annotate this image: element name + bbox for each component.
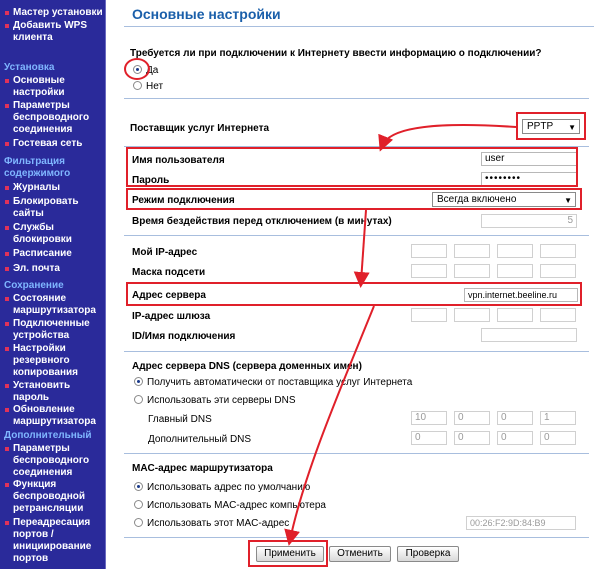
page-title: Основные настройки bbox=[132, 6, 281, 22]
dns-section-title: Адрес сервера DNS (сервера доменных имен) bbox=[132, 361, 362, 372]
sidebar-item-block-sites[interactable]: Блокировать сайты bbox=[4, 196, 104, 220]
idle-timeout-input[interactable]: 5 bbox=[481, 214, 577, 228]
my-ip-octet[interactable] bbox=[454, 244, 490, 258]
my-ip-label: Мой IP-адрес bbox=[132, 247, 198, 258]
primary-dns-label: Главный DNS bbox=[148, 414, 212, 425]
sidebar-item-set-password[interactable]: Установить пароль bbox=[4, 380, 104, 404]
gateway-octet[interactable] bbox=[454, 308, 490, 322]
radio-dns-auto-label: Получить автоматически от поставщика услуг Интернета bbox=[147, 377, 413, 388]
chevron-down-icon: ▼ bbox=[564, 196, 572, 205]
radio-yes-label: Да bbox=[146, 65, 159, 76]
primary-dns-octet[interactable]: 1 bbox=[540, 411, 576, 425]
secondary-dns-octet[interactable]: 0 bbox=[497, 431, 533, 445]
sidebar-item-adv-wireless[interactable]: Параметры беспроводного соединения bbox=[4, 443, 104, 479]
gateway-ip-label: IP-адрес шлюза bbox=[132, 311, 211, 322]
mac-address-input[interactable]: 00:26:F2:9D:84:B9 bbox=[466, 516, 576, 530]
idle-timeout-label: Время бездействия перед отключением (в минутах) bbox=[132, 216, 392, 227]
divider bbox=[124, 351, 589, 352]
question-label: Требуется ли при подключении к Интернету ввести информацию о подключении? bbox=[130, 48, 542, 59]
radio-dns-manual[interactable] bbox=[134, 395, 143, 404]
main-panel bbox=[110, 0, 600, 569]
mac-section-title: MAC-адрес маршрутизатора bbox=[132, 463, 273, 474]
sidebar-item-schedule[interactable]: Расписание bbox=[4, 248, 104, 260]
mask-octet[interactable] bbox=[540, 264, 576, 278]
sidebar-group-content-filtering: Фильтрация содержимого bbox=[4, 156, 71, 179]
divider bbox=[124, 537, 589, 538]
my-ip-octet[interactable] bbox=[540, 244, 576, 258]
sidebar-item-add-wps[interactable]: Добавить WPS клиента bbox=[4, 20, 104, 44]
password-label: Пароль bbox=[132, 175, 170, 186]
server-address-input[interactable]: vpn.internet.beeline.ru bbox=[464, 288, 578, 302]
radio-mac-computer-label: Использовать MAC-адрес компьютера bbox=[147, 500, 326, 511]
connection-id-input[interactable] bbox=[481, 328, 577, 342]
divider bbox=[124, 453, 589, 454]
radio-mac-default-label: Использовать адрес по умолчанию bbox=[147, 482, 311, 493]
sidebar-group-setup: Установка bbox=[4, 62, 55, 73]
mask-octet[interactable] bbox=[454, 264, 490, 278]
gateway-octet[interactable] bbox=[411, 308, 447, 322]
username-label: Имя пользователя bbox=[132, 155, 225, 166]
sidebar-item-router-update[interactable]: Обновление маршрутизатора bbox=[4, 404, 104, 428]
secondary-dns-octet[interactable]: 0 bbox=[540, 431, 576, 445]
radio-no-label: Нет bbox=[146, 81, 164, 92]
divider bbox=[124, 98, 589, 99]
connection-mode-select[interactable]: Всегда включено ▼ bbox=[432, 192, 576, 207]
mask-octet[interactable] bbox=[411, 264, 447, 278]
primary-dns-octet[interactable]: 0 bbox=[497, 411, 533, 425]
connection-id-label: ID/Имя подключения bbox=[132, 331, 236, 342]
secondary-dns-label: Дополнительный DNS bbox=[148, 434, 252, 445]
sidebar-item-backup-settings[interactable]: Настройки резервного копирования bbox=[4, 343, 104, 379]
radio-mac-custom[interactable] bbox=[134, 518, 143, 527]
cancel-button[interactable]: Отменить bbox=[329, 546, 391, 562]
server-address-label: Адрес сервера bbox=[132, 290, 206, 301]
sidebar-item-setup-wizard[interactable]: Мастер установки bbox=[4, 7, 104, 19]
my-ip-octet[interactable] bbox=[497, 244, 533, 258]
gateway-octet[interactable] bbox=[540, 308, 576, 322]
radio-yes[interactable] bbox=[133, 65, 142, 74]
radio-mac-default[interactable] bbox=[134, 482, 143, 491]
sidebar-item-logs[interactable]: Журналы bbox=[4, 182, 104, 194]
sidebar-item-wireless-repeating[interactable]: Функция беспроводной ретрансляции bbox=[4, 479, 104, 515]
sidebar-item-attached-devices[interactable]: Подключенные устройства bbox=[4, 318, 104, 342]
divider bbox=[124, 146, 589, 147]
apply-button[interactable]: Применить bbox=[256, 546, 324, 562]
sidebar-item-router-status[interactable]: Состояние маршрутизатора bbox=[4, 293, 104, 317]
sidebar-item-port-forwarding[interactable]: Переадресация портов / инициирование портов bbox=[4, 517, 104, 565]
primary-dns-octet[interactable]: 10 bbox=[411, 411, 447, 425]
connection-mode-label: Режим подключения bbox=[132, 195, 235, 206]
username-input[interactable]: user bbox=[481, 152, 577, 166]
gateway-octet[interactable] bbox=[497, 308, 533, 322]
radio-no[interactable] bbox=[133, 81, 142, 90]
isp-select[interactable]: PPTP ▼ bbox=[522, 119, 580, 134]
sidebar-item-basic-settings[interactable]: Основные настройки bbox=[4, 75, 104, 99]
sidebar-item-wireless-settings[interactable]: Параметры беспроводного соединения bbox=[4, 100, 104, 136]
radio-dns-auto[interactable] bbox=[134, 377, 143, 386]
secondary-dns-octet[interactable]: 0 bbox=[411, 431, 447, 445]
subnet-mask-label: Маска подсети bbox=[132, 267, 206, 278]
radio-dns-manual-label: Использовать эти серверы DNS bbox=[147, 395, 296, 406]
sidebar bbox=[0, 0, 106, 569]
chevron-down-icon: ▼ bbox=[568, 123, 576, 132]
test-button[interactable]: Проверка bbox=[397, 546, 459, 562]
secondary-dns-octet[interactable]: 0 bbox=[454, 431, 490, 445]
radio-mac-custom-label: Использовать этот MAC-адрес bbox=[147, 518, 290, 529]
sidebar-group-maintenance: Сохранение bbox=[4, 280, 64, 291]
mask-octet[interactable] bbox=[497, 264, 533, 278]
sidebar-item-email[interactable]: Эл. почта bbox=[4, 263, 104, 275]
sidebar-group-advanced: Дополнительный bbox=[4, 430, 92, 441]
primary-dns-octet[interactable]: 0 bbox=[454, 411, 490, 425]
my-ip-octet[interactable] bbox=[411, 244, 447, 258]
radio-mac-computer[interactable] bbox=[134, 500, 143, 509]
sidebar-item-block-services[interactable]: Службы блокировки bbox=[4, 222, 104, 246]
divider bbox=[124, 26, 594, 27]
password-input[interactable]: •••••••• bbox=[481, 172, 577, 186]
divider bbox=[124, 235, 589, 236]
isp-label: Поставщик услуг Интернета bbox=[130, 123, 270, 134]
sidebar-item-guest-network[interactable]: Гостевая сеть bbox=[4, 138, 104, 150]
